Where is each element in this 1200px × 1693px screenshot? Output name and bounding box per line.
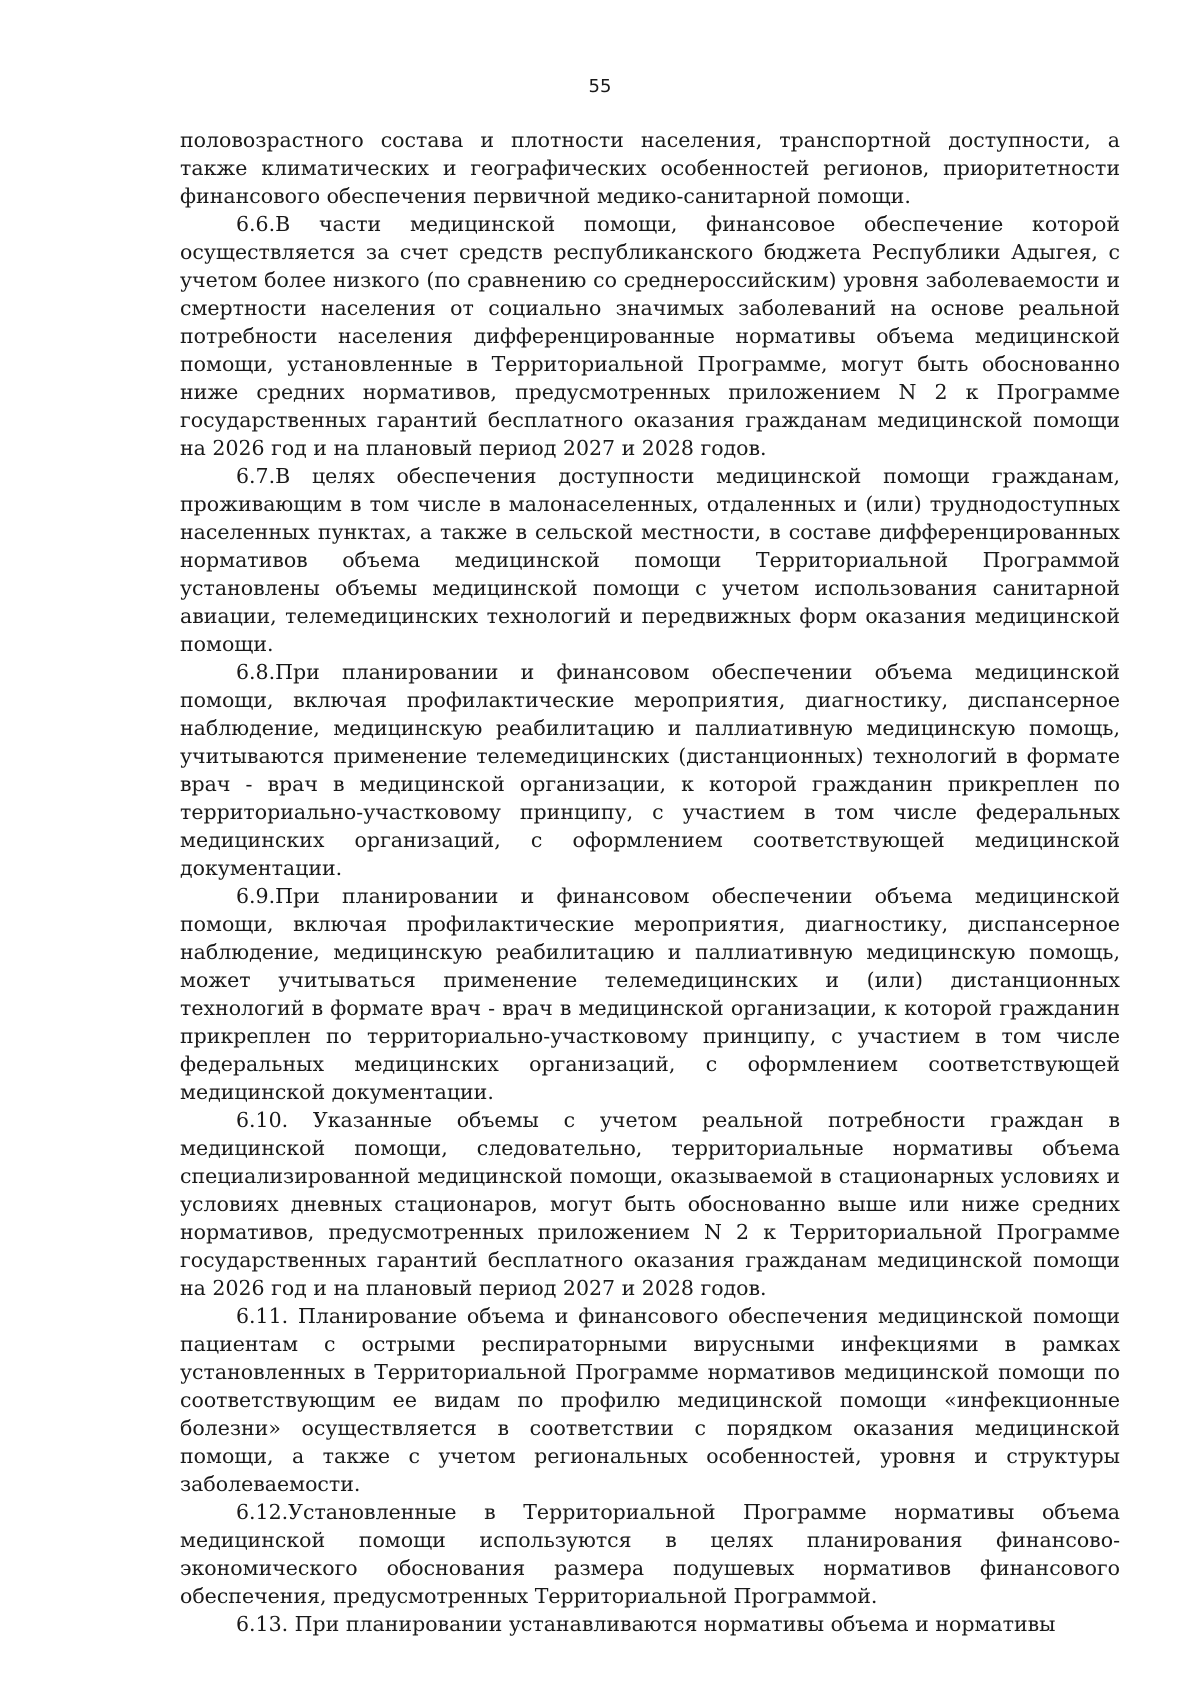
paragraph-6-11: 6.11. Планирование объема и финансового обеспечения медицинской помощи пациентам с острыми респираторными вирусными инфекциями в рамках установленных в Территориальной Программе нормативов медицинской помощи по соответствующим ее видам по профилю медицинской помощи «инфекционные болезни» осуществляется в соответствии с порядком оказания медицинской помощи, а также с учетом региональных особенностей, уровня и структуры заболеваемости. xyxy=(180,1304,1120,1496)
paragraph-continuation: половозрастного состава и плотности населения, транспортной доступности, а также климатических и географических особенностей регионов, приоритетности финансового обеспечения первичной медико-санитарной помощи. xyxy=(180,128,1120,208)
document-body xyxy=(180,126,1120,1638)
paragraph-6-13: 6.13. При планировании устанавливаются нормативы объема и нормативы xyxy=(236,1612,1056,1636)
paragraph-6-10: 6.10. Указанные объемы с учетом реальной потребности граждан в медицинской помощи, следовательно, территориальные нормативы объема специализированной медицинской помощи, оказываемой в стационарных условиях и условиях дневных стационаров, могут быть обоснованно выше или ниже средних нормативов, предусмотренных приложением N 2 к Территориальной Программе государственных гарантий бесплатного оказания гражданам медицинской помощи на 2026 год и на плановый период 2027 и 2028 годов. xyxy=(180,1108,1120,1300)
paragraph-6-8: 6.8.При планировании и финансовом обеспечении объема медицинской помощи, включая профилактические мероприятия, диагностику, диспансерное наблюдение, медицинскую реабилитацию и паллиативную медицинскую помощь, учитываются применение телемедицинских (дистанционных) технологий в формате врач - врач в медицинской организации, к которой гражданин прикреплен по территориально-участковому принципу, с участием в том числе федеральных медицинских организаций, с оформлением соответствующей медицинской документации. xyxy=(180,660,1120,880)
paragraph-6-6: 6.6.В части медицинской помощи, финансовое обеспечение которой осуществляется за счет средств республиканского бюджета Республики Адыгея, с учетом более низкого (по сравнению со среднероссийским) уровня заболеваемости и смертности населения от социально значимых заболеваний на основе реальной потребности населения дифференцированные нормативы объема медицинской помощи, установленные в Территориальной Программе, могут быть обоснованно ниже средних нормативов, предусмотренных приложением N 2 к Программе государственных гарантий бесплатного оказания гражданам медицинской помощи на 2026 год и на плановый период 2027 и 2028 годов. xyxy=(180,212,1120,460)
paragraph-6-7: 6.7.В целях обеспечения доступности медицинской помощи гражданам, проживающим в том числе в малонаселенных, отдаленных и (или) труднодоступных населенных пунктах, а также в сельской местности, в составе дифференцированных нормативов объема медицинской помощи Территориальной Программой установлены объемы медицинской помощи с учетом использования санитарной авиации, телемедицинских технологий и передвижных форм оказания медицинской помощи. xyxy=(180,464,1120,656)
page-number: 55 xyxy=(588,76,612,97)
paragraph-6-12: 6.12.Установленные в Территориальной Программе нормативы объема медицинской помощи используются в целях планирования финансово-экономического обоснования размера подушевых нормативов финансового обеспечения, предусмотренных Территориальной Программой. xyxy=(180,1500,1120,1608)
paragraph-6-9: 6.9.При планировании и финансовом обеспечении объема медицинской помощи, включая профилактические мероприятия, диагностику, диспансерное наблюдение, медицинскую реабилитацию и паллиативную медицинскую помощь, может учитываться применение телемедицинских и (или) дистанционных технологий в формате врач - врач в медицинской организации, к которой гражданин прикреплен по территориально-участковому принципу, с участием в том числе федеральных медицинских организаций, с оформлением соответствующей медицинской документации. xyxy=(180,884,1120,1104)
